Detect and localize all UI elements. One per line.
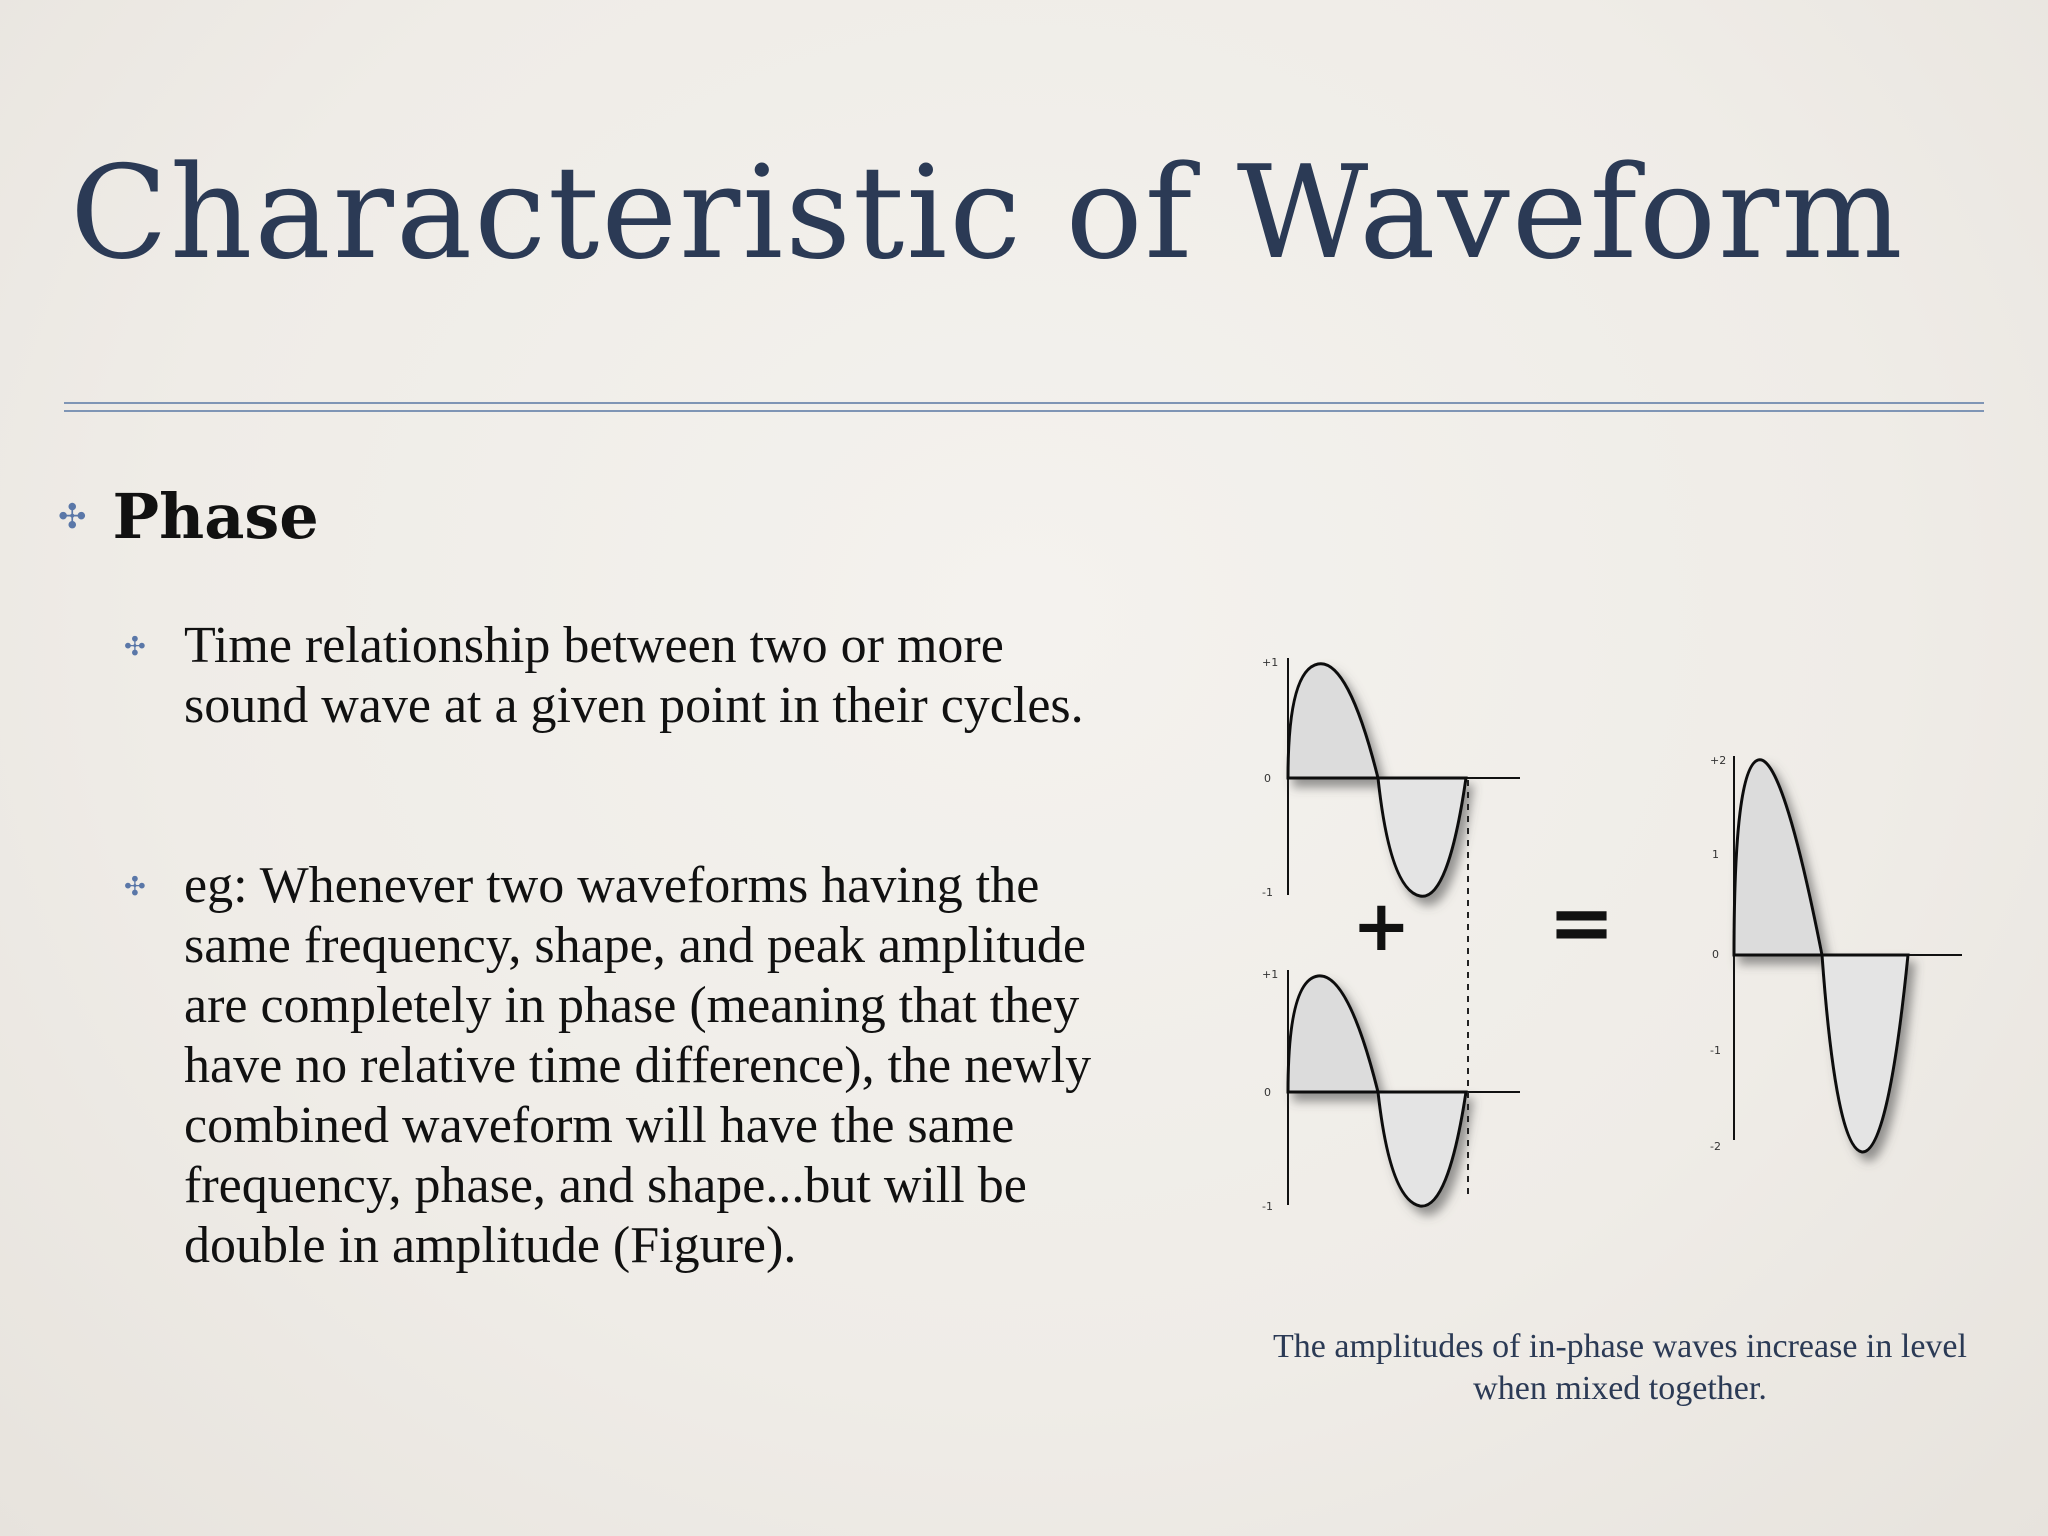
- wave-result-tick: -2: [1710, 1140, 1721, 1153]
- wave-bottom-tick: -1: [1262, 1200, 1273, 1213]
- in-phase-waves-figure: [1240, 640, 1990, 1230]
- wave-top-tick: +1: [1262, 656, 1279, 669]
- bullet-phase: [58, 480, 319, 553]
- subbullet-example: [124, 856, 1104, 1276]
- subbullet-definition: [124, 616, 1104, 736]
- figure-caption: The amplitudes of in-phase waves increase in level when mixed together.: [1273, 1328, 1967, 1407]
- subbullet-example-text: eg: Whenever two waveforms having the same frequency, shape, and peak amplitude are completely in phase (meaning that they have no relative time difference), the newly combined waveform will have the same frequency, phase, and shape...but will be double in amplitude (Figure).: [184, 857, 1092, 1274]
- slide-title: Characteristic of Waveform: [70, 139, 1905, 288]
- bullet-phase-label: Phase: [112, 480, 319, 553]
- wave-top-tick: 0: [1264, 772, 1271, 785]
- wave-result: [1710, 754, 1962, 1153]
- plus-symbol: +: [1352, 885, 1411, 967]
- wave-bottom-tick: +1: [1262, 968, 1279, 981]
- four-petal-bullet-icon: ✣: [124, 872, 146, 902]
- wave-bottom: [1262, 968, 1520, 1213]
- equals-symbol: =: [1548, 876, 1616, 969]
- wave-top: [1262, 656, 1520, 899]
- wave-bottom-tick: 0: [1264, 1086, 1271, 1099]
- wave-top-tick: -1: [1262, 886, 1273, 899]
- title-divider-top: [64, 402, 1984, 404]
- wave-result-tick: -1: [1710, 1044, 1721, 1057]
- wave-result-tick: 1: [1712, 848, 1719, 861]
- four-petal-bullet-icon: ✣: [58, 496, 87, 537]
- subbullet-definition-text: Time relationship between two or more sound wave at a given point in their cycles.: [184, 617, 1084, 734]
- wave-result-tick: 0: [1712, 948, 1719, 961]
- wave-result-tick: +2: [1710, 754, 1727, 767]
- four-petal-bullet-icon: ✣: [124, 632, 146, 662]
- title-divider-bottom: [64, 410, 1984, 412]
